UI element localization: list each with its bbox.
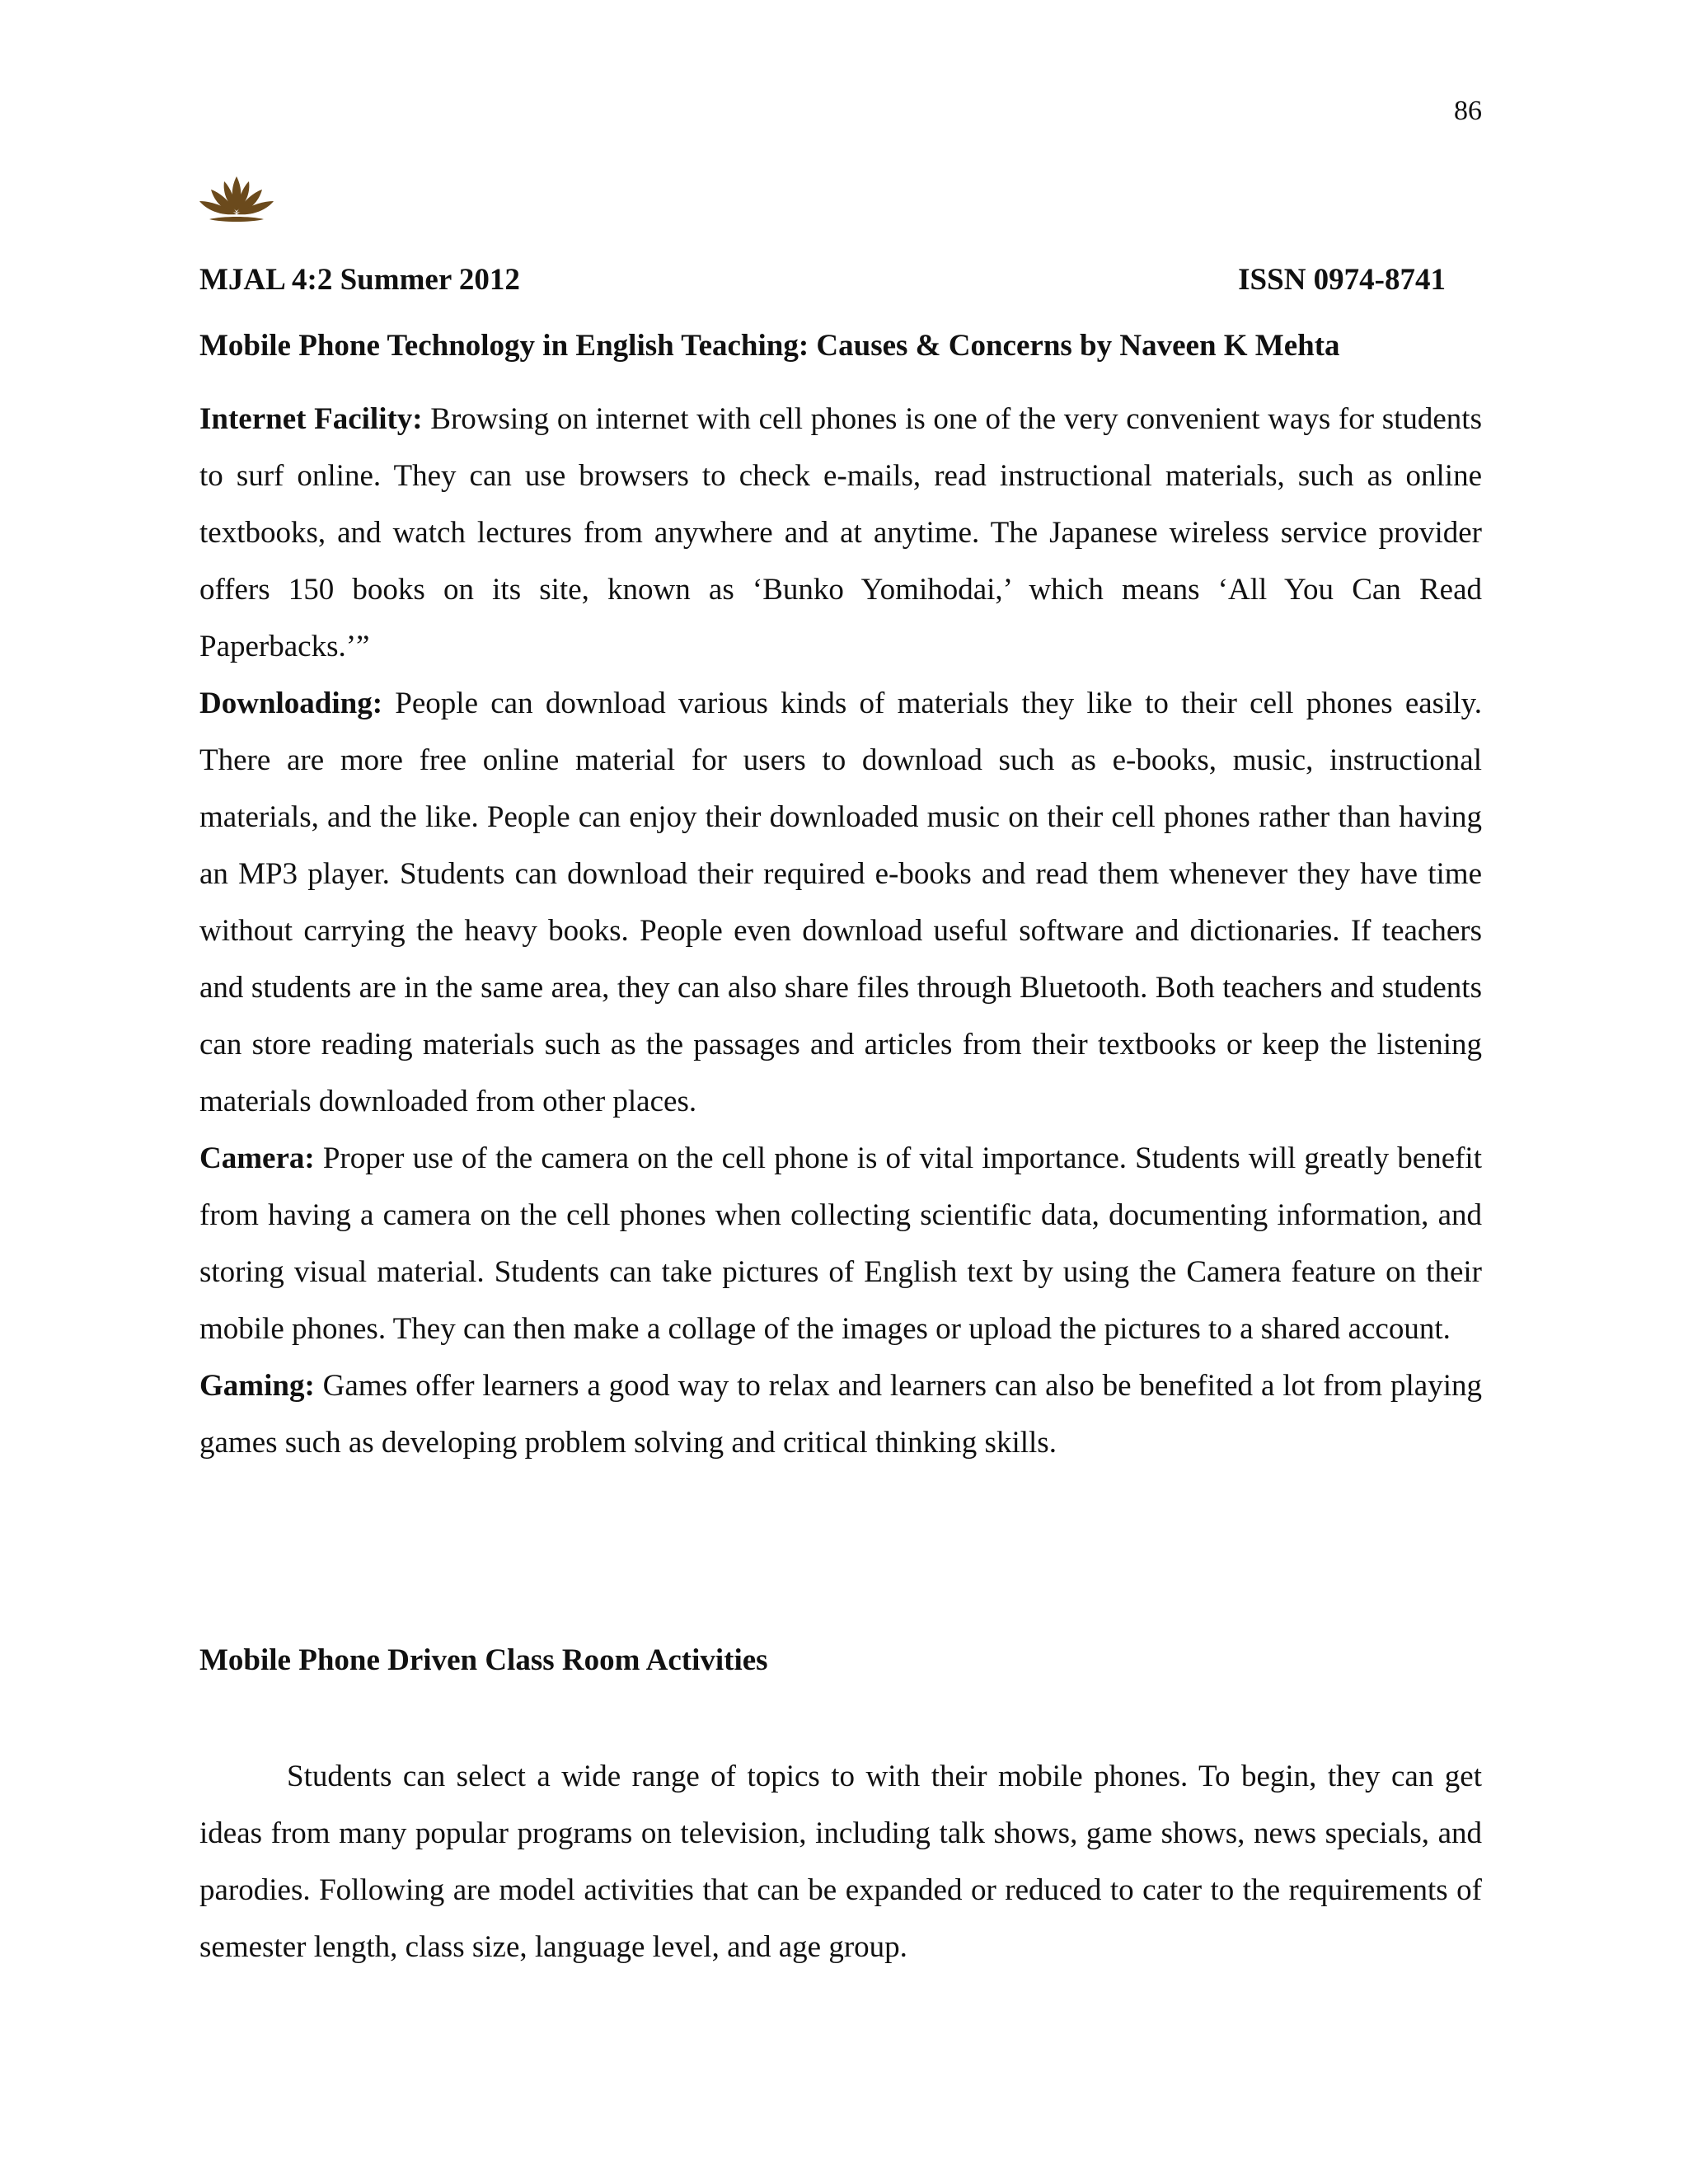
feature-paragraph-downloading xyxy=(199,675,1482,1130)
feature-paragraph-camera xyxy=(199,1130,1482,1357)
feature-label: Gaming: xyxy=(199,1369,315,1403)
section-paragraph: Students can select a wide range of topics to with their mobile phones. To begin, they can get ideas from many popular programs on television, including talk shows, game shows, news specials, and parodies. Following are model activities that can be expanded or reduced to cater to the requirements of semester length, class size, language level, and age group. xyxy=(199,1760,1482,1964)
section-body xyxy=(199,1748,1482,1975)
feature-paragraph-gaming xyxy=(199,1357,1482,1471)
article-title: Mobile Phone Technology in English Teaching: Causes & Concerns by Naveen K Mehta xyxy=(199,329,1340,363)
journal-header xyxy=(199,262,1461,298)
feature-text: Browsing on internet with cell phones is one of the very convenient ways for students to surf online. They can use browsers to check e-mails, read instructional materials, such as online textbooks, and watch lectures from anywhere and at anytime. The Japanese wireless service provider offers 150 books on its site, known as ‘Bunko Yomihodai,’ which means ‘All You Can Read Paperbacks.’” xyxy=(199,402,1482,663)
section-heading: Mobile Phone Driven Class Room Activities xyxy=(199,1643,768,1677)
journal-issn: ISSN 0974-8741 xyxy=(1238,263,1446,297)
feature-text: Games offer learners a good way to relax and learners can also be benefited a lot from playing games such as developing problem solving and critical thinking skills. xyxy=(199,1369,1482,1460)
feature-paragraph-internet xyxy=(199,391,1482,675)
feature-text: Proper use of the camera on the cell phone is of vital importance. Students will greatly benefit from having a camera on the cell phones when collecting scientific data, documenting information, and storing visual material. Students can take pictures of English text by using the Camera feature on their mobile phones. They can then make a collage of the images or upload the pictures to a shared account. xyxy=(199,1141,1482,1346)
feature-label: Downloading: xyxy=(199,687,383,720)
feature-label: Camera: xyxy=(199,1141,315,1175)
lotus-logo-icon xyxy=(198,173,275,224)
feature-text: People can download various kinds of materials they like to their cell phones easily. There are more free online material for users to download such as e-books, music, instructional materials, and the like. People can enjoy their downloaded music on their cell phones rather than having an MP3 player. Students can download their required e-books and read them whenever they have time without carrying the heavy books. People even download useful software and dictionaries. If teachers and students are in the same area, they can also share files through Bluetooth. Both teachers and students can store reading materials such as the passages and articles from their textbooks or keep the listening materials downloaded from other places. xyxy=(199,687,1482,1118)
journal-issue: MJAL 4:2 Summer 2012 xyxy=(199,263,520,297)
page-number: 86 xyxy=(1454,96,1482,126)
feature-label: Internet Facility: xyxy=(199,402,423,436)
features-section xyxy=(199,391,1482,1471)
